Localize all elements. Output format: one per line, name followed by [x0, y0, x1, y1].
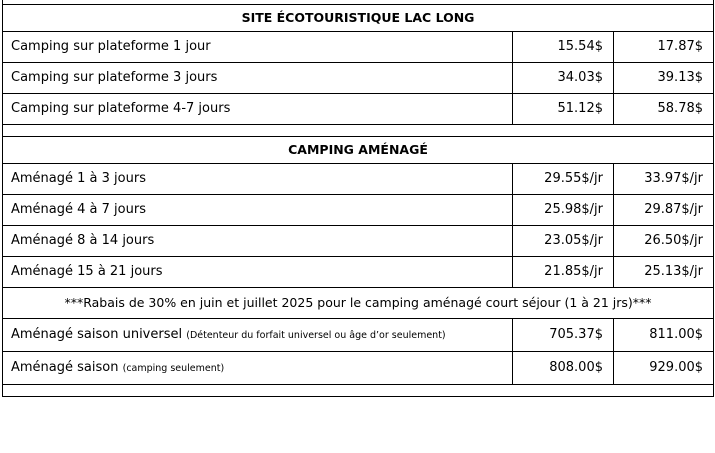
- row-label: Camping sur plateforme 4-7 jours: [3, 94, 513, 125]
- rates-table: [2, 0, 714, 397]
- price-regular: 808.00$: [513, 352, 614, 385]
- table-row: [3, 195, 714, 226]
- row-label: Camping sur plateforme 3 jours: [3, 63, 513, 94]
- section-header-camping-amenage: [3, 137, 714, 164]
- price-alternate: 33.97$/jr: [614, 164, 714, 195]
- section-title: CAMPING AMÉNAGÉ: [3, 137, 714, 164]
- row-label: Aménagé 15 à 21 jours: [3, 257, 513, 288]
- row-label: Aménagé 1 à 3 jours: [3, 164, 513, 195]
- table-row: [3, 32, 714, 63]
- spacer-cell: [3, 125, 714, 137]
- price-alternate: 811.00$: [614, 319, 714, 352]
- discount-note-row: [3, 288, 714, 319]
- discount-note: ***Rabais de 30% en juin et juillet 2025 pour le camping aménagé court séjour (1 à 21 jrs)***: [3, 288, 714, 319]
- price-alternate: 39.13$: [614, 63, 714, 94]
- price-alternate: 929.00$: [614, 352, 714, 385]
- price-regular: 705.37$: [513, 319, 614, 352]
- price-alternate: 25.13$/jr: [614, 257, 714, 288]
- row-label: Camping sur plateforme 1 jour: [3, 32, 513, 63]
- section-title: SITE ÉCOTOURISTIQUE LAC LONG: [3, 5, 714, 32]
- price-alternate: 26.50$/jr: [614, 226, 714, 257]
- price-alternate: 29.87$/jr: [614, 195, 714, 226]
- table-row: [3, 257, 714, 288]
- price-regular: 25.98$/jr: [513, 195, 614, 226]
- row-label: Aménagé 4 à 7 jours: [3, 195, 513, 226]
- price-regular: 21.85$/jr: [513, 257, 614, 288]
- table-row: [3, 164, 714, 195]
- row-label: [3, 319, 513, 352]
- price-regular: 34.03$: [513, 63, 614, 94]
- price-regular: 15.54$: [513, 32, 614, 63]
- price-regular: 51.12$: [513, 94, 614, 125]
- table-row: [3, 63, 714, 94]
- spacer-row: [3, 125, 714, 137]
- section-header-ecotouristique: [3, 5, 714, 32]
- row-label-detail: (camping seulement): [122, 362, 225, 374]
- price-alternate: 17.87$: [614, 32, 714, 63]
- price-regular: 23.05$/jr: [513, 226, 614, 257]
- price-regular: 29.55$/jr: [513, 164, 614, 195]
- spacer-cell: [3, 385, 714, 397]
- table-row: [3, 352, 714, 385]
- row-label: Aménagé 8 à 14 jours: [3, 226, 513, 257]
- row-label-detail: (Détenteur du forfait universel ou âge d’or seulement): [186, 329, 446, 341]
- spacer-row: [3, 385, 714, 397]
- table-row: [3, 94, 714, 125]
- row-label: [3, 352, 513, 385]
- row-label-main: Aménagé saison universel: [11, 326, 183, 342]
- table-row: [3, 319, 714, 352]
- price-alternate: 58.78$: [614, 94, 714, 125]
- row-label-main: Aménagé saison: [11, 359, 119, 375]
- table-row: [3, 226, 714, 257]
